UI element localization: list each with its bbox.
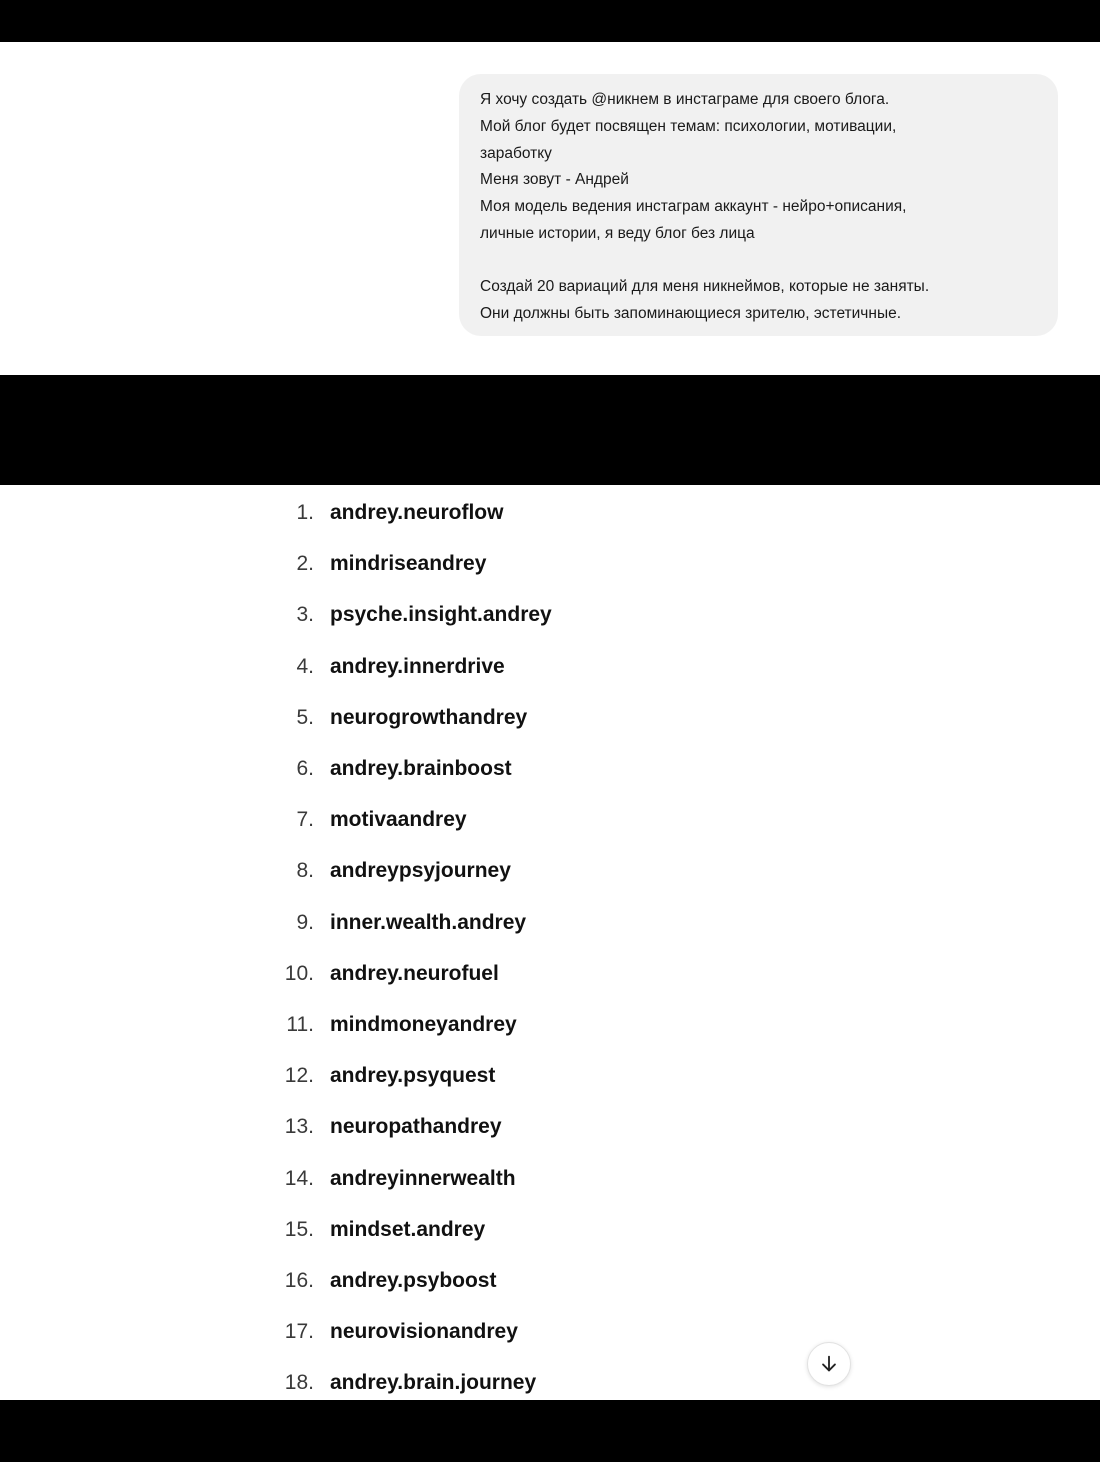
list-item-number: 11. bbox=[286, 1013, 314, 1036]
user-message-panel bbox=[0, 42, 1100, 375]
list-item bbox=[0, 1368, 700, 1398]
list-item bbox=[0, 1215, 700, 1245]
list-item-number: 9. bbox=[296, 910, 314, 934]
list-item bbox=[0, 856, 700, 886]
nickname-text: andrey.neuroflow bbox=[330, 501, 504, 524]
nickname-text: mindriseandrey bbox=[330, 552, 487, 576]
list-item bbox=[0, 549, 700, 579]
list-item-number: 12. bbox=[284, 1064, 314, 1088]
nickname-text: andreypsyjourney bbox=[330, 859, 511, 883]
user-message-line: Меня зовут - Андрей bbox=[480, 171, 629, 189]
list-item-number: 1. bbox=[296, 501, 314, 524]
nickname-text: psyche.insight.andrey bbox=[330, 603, 552, 627]
nickname-text: andrey.neurofuel bbox=[330, 961, 499, 985]
list-item-number: 5. bbox=[296, 705, 314, 729]
user-message-line: личные истории, я веду блог без лица bbox=[480, 224, 755, 242]
list-item-number: 4. bbox=[296, 654, 314, 678]
paragraph-gap bbox=[480, 248, 1038, 274]
list-item bbox=[0, 1112, 700, 1142]
list-item-number: 6. bbox=[296, 757, 314, 780]
list-item bbox=[0, 1010, 700, 1040]
list-item-number: 14. bbox=[284, 1166, 314, 1190]
list-item bbox=[0, 498, 700, 528]
list-item-number: 10. bbox=[284, 961, 314, 985]
nickname-text: neurovisionandrey bbox=[330, 1320, 518, 1344]
user-message-bubble bbox=[459, 74, 1058, 336]
middle-black-bar bbox=[0, 375, 1100, 485]
nickname-text: andreyinnerwealth bbox=[330, 1166, 516, 1190]
nickname-text: andrey.psyboost bbox=[330, 1269, 497, 1292]
list-item bbox=[0, 1317, 700, 1347]
list-item bbox=[0, 1061, 700, 1091]
list-item-number: 2. bbox=[296, 552, 314, 576]
user-message-line: Мой блог будет посвящен темам: психологии, мотивации, bbox=[480, 117, 897, 135]
list-item-number: 16. bbox=[284, 1269, 314, 1292]
bottom-black-bar bbox=[0, 1400, 1100, 1462]
list-item-number: 8. bbox=[296, 859, 314, 883]
nickname-text: andrey.brainboost bbox=[330, 757, 512, 780]
user-message-line: Создай 20 вариаций для меня никнеймов, которые не заняты. bbox=[480, 277, 930, 295]
user-message-line: Они должны быть запоминающиеся зрителю, эстетичные. bbox=[480, 304, 902, 322]
nickname-text: inner.wealth.andrey bbox=[330, 910, 527, 934]
list-item bbox=[0, 754, 700, 784]
list-item bbox=[0, 1266, 700, 1296]
list-item bbox=[0, 1164, 700, 1194]
scroll-to-bottom-button[interactable] bbox=[807, 1342, 851, 1386]
list-item-number: 18. bbox=[284, 1371, 314, 1395]
user-message-line: Я хочу создать @никнем в инстаграме для своего блога. bbox=[480, 91, 890, 108]
nickname-text: mindset.andrey bbox=[330, 1217, 486, 1241]
list-item bbox=[0, 805, 700, 835]
arrow-down-icon bbox=[818, 1353, 840, 1375]
list-item bbox=[0, 959, 700, 989]
list-item-number: 13. bbox=[284, 1115, 314, 1139]
top-black-bar bbox=[0, 0, 1100, 42]
nickname-text: andrey.innerdrive bbox=[330, 654, 505, 678]
list-item bbox=[0, 908, 700, 938]
list-item-number: 3. bbox=[296, 603, 314, 627]
nickname-text: motivaandrey bbox=[330, 808, 467, 832]
nickname-text: mindmoneyandrey bbox=[330, 1013, 517, 1036]
assistant-reply-panel bbox=[0, 485, 1100, 1400]
nickname-text: andrey.psyquest bbox=[330, 1064, 496, 1088]
list-item bbox=[0, 600, 700, 630]
list-item-number: 17. bbox=[284, 1320, 314, 1344]
nickname-text: neuropathandrey bbox=[330, 1115, 502, 1139]
user-message-line: Моя модель ведения инстаграм аккаунт - нейро+описания, bbox=[480, 198, 907, 216]
user-message-line: заработку bbox=[480, 144, 552, 162]
list-item bbox=[0, 703, 700, 733]
nickname-text: neurogrowthandrey bbox=[330, 705, 528, 729]
nickname-text: andrey.brain.journey bbox=[330, 1371, 537, 1395]
list-item-number: 15. bbox=[284, 1217, 314, 1241]
list-item-number: 7. bbox=[296, 808, 314, 832]
list-item bbox=[0, 652, 700, 682]
